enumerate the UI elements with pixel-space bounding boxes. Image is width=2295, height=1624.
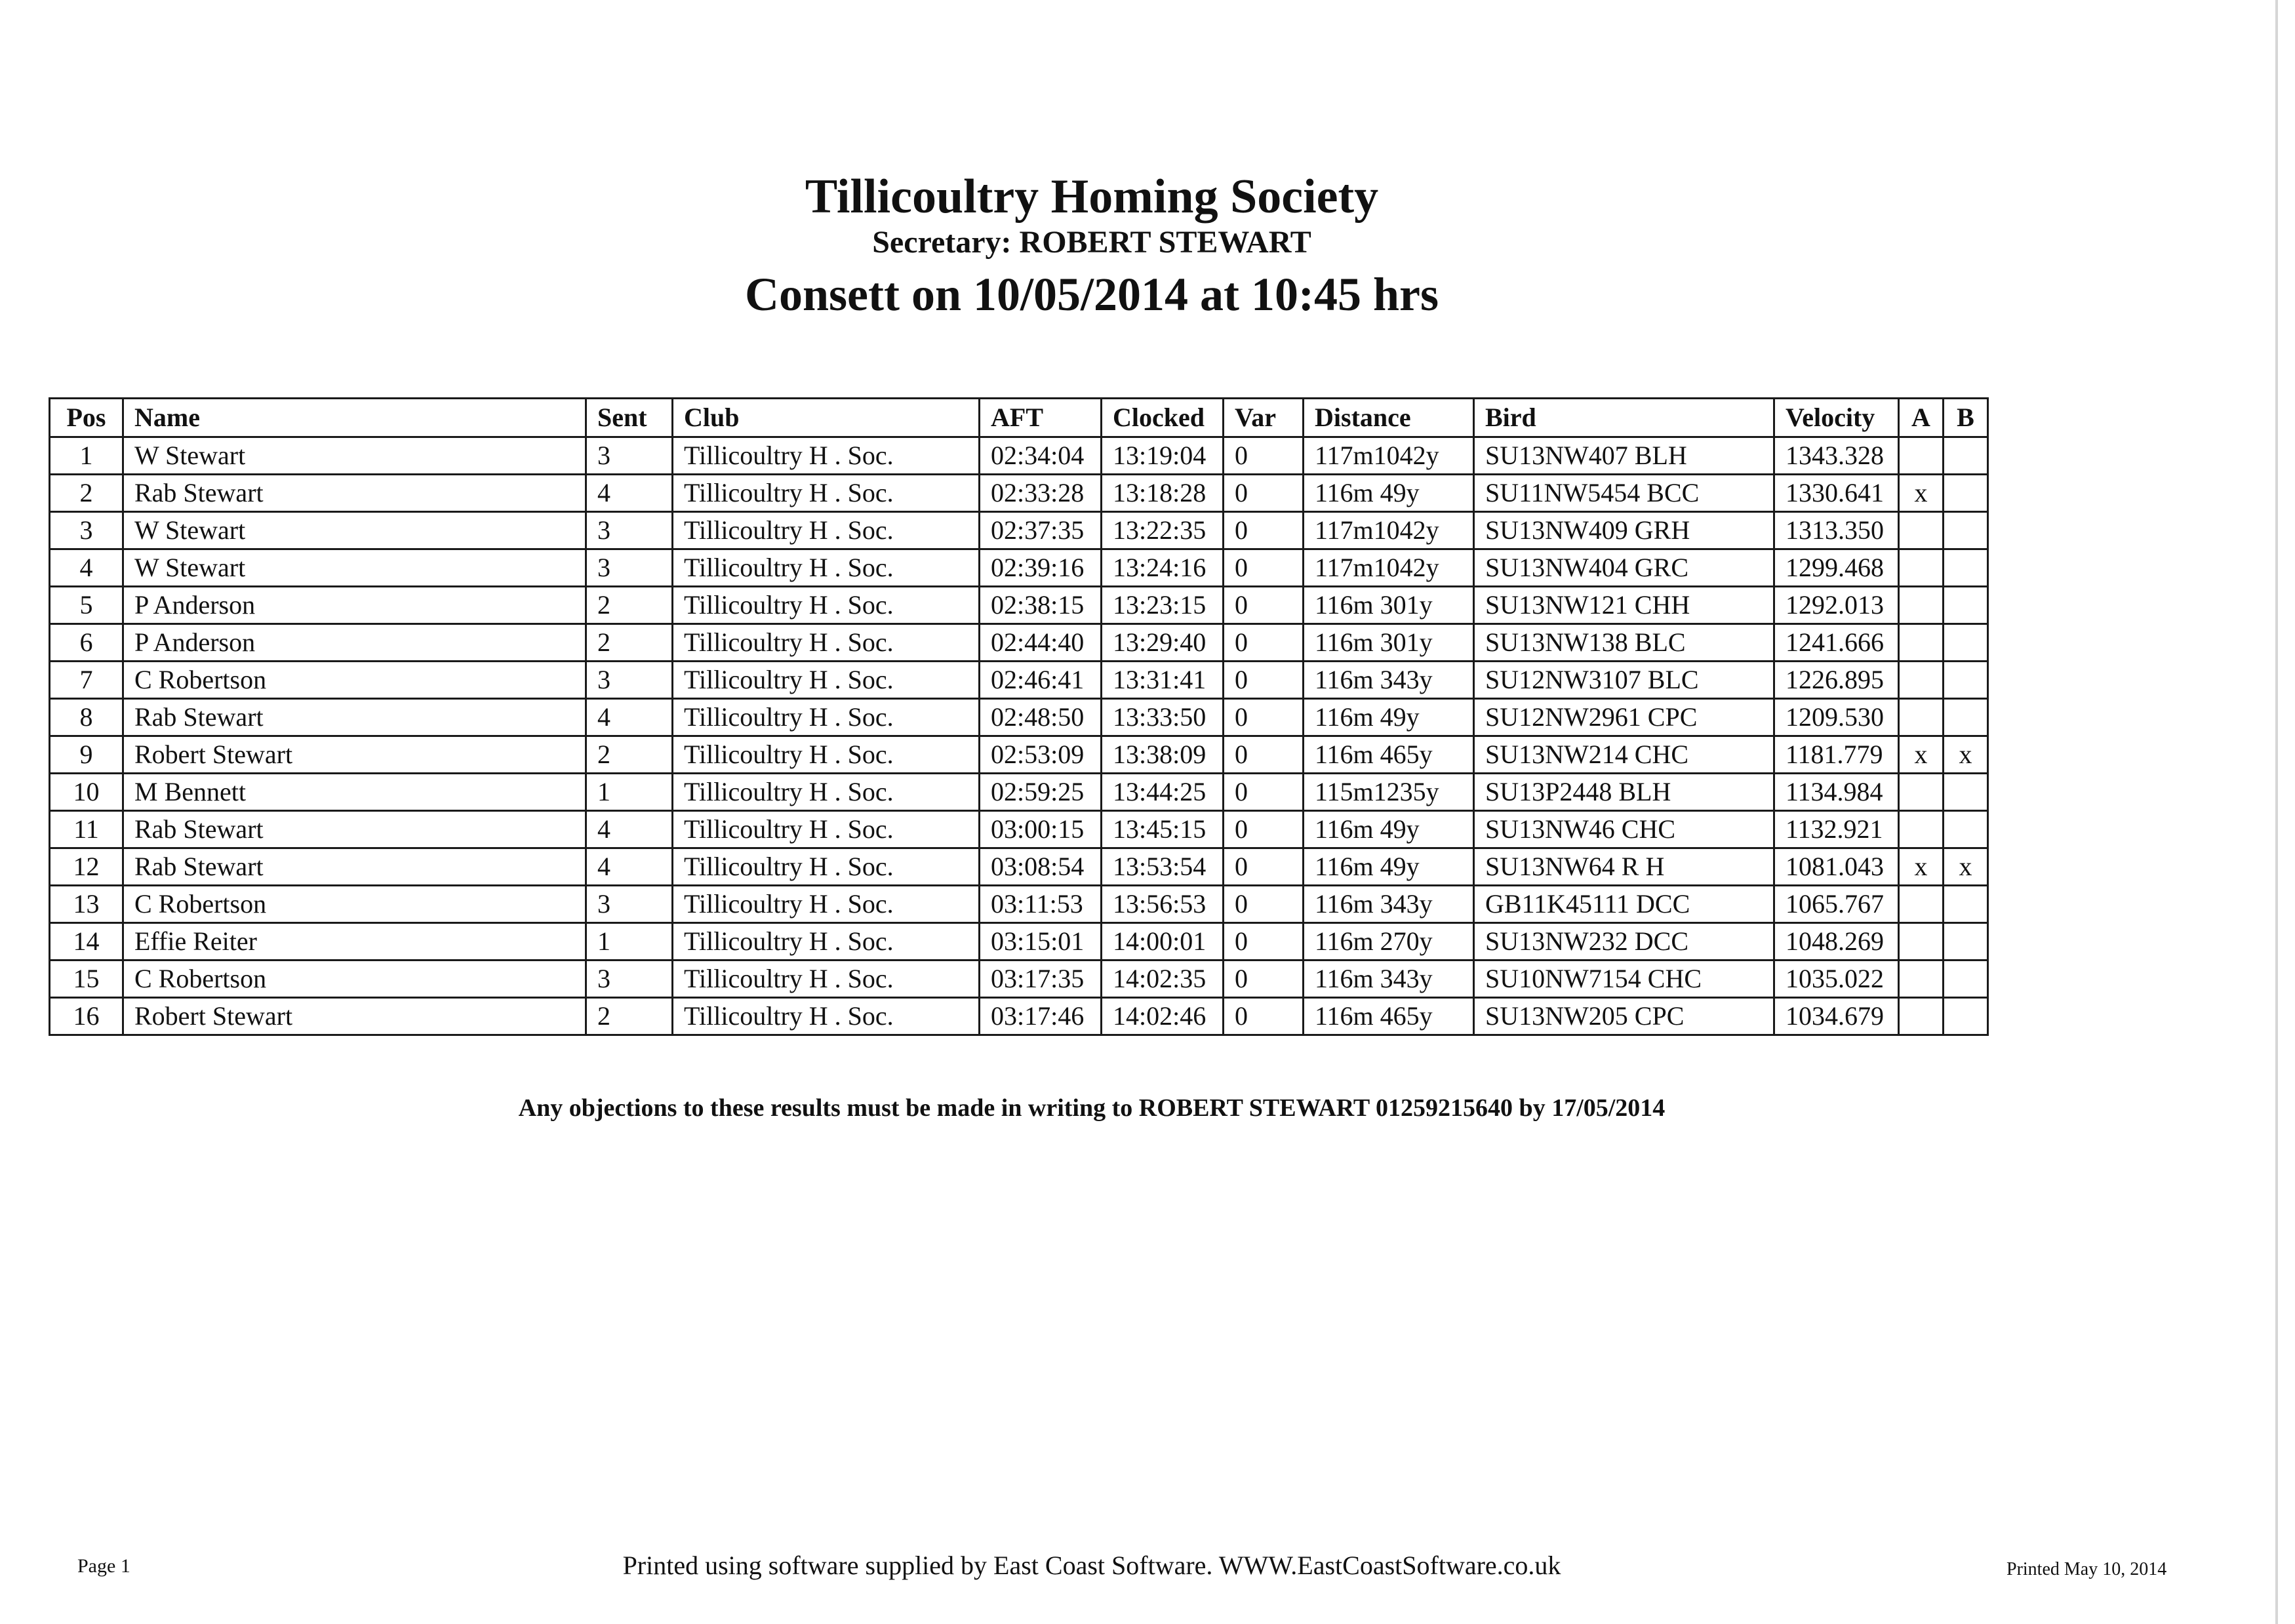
table-row <box>50 736 1988 774</box>
cell-b <box>1944 811 1988 848</box>
col-header-distance: Distance <box>1304 399 1474 437</box>
cell-club: Tillicoultry H . Soc. <box>673 998 980 1035</box>
cell-velocity: 1048.269 <box>1774 923 1899 961</box>
cell-pos: 11 <box>50 811 123 848</box>
cell-a <box>1899 961 1944 998</box>
cell-b: x <box>1944 848 1988 886</box>
cell-b <box>1944 923 1988 961</box>
cell-a: x <box>1899 475 1944 512</box>
cell-pos: 1 <box>50 437 123 475</box>
cell-var: 0 <box>1224 587 1304 624</box>
cell-var: 0 <box>1224 549 1304 587</box>
cell-bird: SU12NW3107 BLC <box>1474 662 1774 699</box>
cell-name: Robert Stewart <box>123 736 586 774</box>
cell-sent: 4 <box>586 475 673 512</box>
cell-name: P Anderson <box>123 587 586 624</box>
cell-distance: 116m 301y <box>1304 587 1474 624</box>
cell-bird: SU13NW138 BLC <box>1474 624 1774 662</box>
cell-a <box>1899 998 1944 1035</box>
cell-velocity: 1343.328 <box>1774 437 1899 475</box>
cell-velocity: 1065.767 <box>1774 886 1899 923</box>
cell-bird: SU13NW205 CPC <box>1474 998 1774 1035</box>
header-row <box>50 399 1988 437</box>
col-header-sent: Sent <box>586 399 673 437</box>
cell-distance: 116m 465y <box>1304 998 1474 1035</box>
cell-var: 0 <box>1224 923 1304 961</box>
cell-clocked: 13:53:54 <box>1102 848 1224 886</box>
page-edge-line <box>2275 0 2278 1624</box>
cell-clocked: 13:38:09 <box>1102 736 1224 774</box>
cell-velocity: 1034.679 <box>1774 998 1899 1035</box>
cell-clocked: 14:02:35 <box>1102 961 1224 998</box>
cell-aft: 02:59:25 <box>980 774 1102 811</box>
cell-aft: 02:53:09 <box>980 736 1102 774</box>
cell-b <box>1944 699 1988 736</box>
table-row <box>50 437 1988 475</box>
cell-clocked: 14:00:01 <box>1102 923 1224 961</box>
cell-aft: 02:46:41 <box>980 662 1102 699</box>
cell-club: Tillicoultry H . Soc. <box>673 699 980 736</box>
cell-aft: 03:08:54 <box>980 848 1102 886</box>
col-header-name: Name <box>123 399 586 437</box>
cell-aft: 02:33:28 <box>980 475 1102 512</box>
cell-pos: 10 <box>50 774 123 811</box>
cell-aft: 03:00:15 <box>980 811 1102 848</box>
cell-name: M Bennett <box>123 774 586 811</box>
cell-distance: 116m 343y <box>1304 662 1474 699</box>
cell-club: Tillicoultry H . Soc. <box>673 587 980 624</box>
cell-pos: 5 <box>50 587 123 624</box>
cell-var: 0 <box>1224 998 1304 1035</box>
cell-clocked: 13:44:25 <box>1102 774 1224 811</box>
cell-club: Tillicoultry H . Soc. <box>673 923 980 961</box>
cell-sent: 3 <box>586 662 673 699</box>
cell-distance: 116m 465y <box>1304 736 1474 774</box>
cell-club: Tillicoultry H . Soc. <box>673 774 980 811</box>
cell-sent: 4 <box>586 811 673 848</box>
cell-name: P Anderson <box>123 624 586 662</box>
cell-sent: 1 <box>586 774 673 811</box>
cell-name: Rab Stewart <box>123 811 586 848</box>
objections-note: Any objections to these results must be made in writing to ROBERT STEWART 01259215640 by 17/05/2014 <box>518 1094 1666 1122</box>
cell-velocity: 1134.984 <box>1774 774 1899 811</box>
cell-club: Tillicoultry H . Soc. <box>673 848 980 886</box>
cell-var: 0 <box>1224 774 1304 811</box>
society-title: Tillicoultry Homing Society <box>805 170 1379 224</box>
cell-clocked: 13:22:35 <box>1102 512 1224 549</box>
cell-distance: 116m 343y <box>1304 961 1474 998</box>
cell-sent: 3 <box>586 512 673 549</box>
cell-velocity: 1299.468 <box>1774 549 1899 587</box>
col-header-pos: Pos <box>50 399 123 437</box>
cell-name: C Robertson <box>123 961 586 998</box>
page-number: Page 1 <box>77 1555 130 1577</box>
table-row <box>50 998 1988 1035</box>
cell-club: Tillicoultry H . Soc. <box>673 736 980 774</box>
cell-club: Tillicoultry H . Soc. <box>673 512 980 549</box>
cell-aft: 02:48:50 <box>980 699 1102 736</box>
cell-clocked: 13:29:40 <box>1102 624 1224 662</box>
cell-pos: 4 <box>50 549 123 587</box>
cell-distance: 116m 49y <box>1304 811 1474 848</box>
cell-a <box>1899 811 1944 848</box>
cell-velocity: 1132.921 <box>1774 811 1899 848</box>
cell-distance: 115m1235y <box>1304 774 1474 811</box>
cell-club: Tillicoultry H . Soc. <box>673 549 980 587</box>
cell-bird: SU13NW64 R H <box>1474 848 1774 886</box>
cell-b <box>1944 662 1988 699</box>
cell-distance: 117m1042y <box>1304 512 1474 549</box>
cell-bird: SU13NW404 GRC <box>1474 549 1774 587</box>
cell-bird: GB11K45111 DCC <box>1474 886 1774 923</box>
cell-var: 0 <box>1224 886 1304 923</box>
cell-a <box>1899 662 1944 699</box>
cell-aft: 02:38:15 <box>980 587 1102 624</box>
cell-pos: 16 <box>50 998 123 1035</box>
cell-var: 0 <box>1224 848 1304 886</box>
cell-aft: 02:44:40 <box>980 624 1102 662</box>
col-header-var: Var <box>1224 399 1304 437</box>
cell-var: 0 <box>1224 699 1304 736</box>
cell-bird: SU13NW407 BLH <box>1474 437 1774 475</box>
cell-distance: 116m 301y <box>1304 624 1474 662</box>
cell-a <box>1899 624 1944 662</box>
cell-aft: 03:11:53 <box>980 886 1102 923</box>
cell-name: Robert Stewart <box>123 998 586 1035</box>
cell-velocity: 1035.022 <box>1774 961 1899 998</box>
cell-distance: 117m1042y <box>1304 437 1474 475</box>
cell-b <box>1944 437 1988 475</box>
cell-a <box>1899 549 1944 587</box>
cell-velocity: 1209.530 <box>1774 699 1899 736</box>
cell-pos: 3 <box>50 512 123 549</box>
cell-aft: 03:15:01 <box>980 923 1102 961</box>
cell-pos: 9 <box>50 736 123 774</box>
cell-pos: 8 <box>50 699 123 736</box>
cell-a <box>1899 587 1944 624</box>
cell-velocity: 1292.013 <box>1774 587 1899 624</box>
cell-pos: 15 <box>50 961 123 998</box>
cell-b <box>1944 587 1988 624</box>
printed-date: Printed May 10, 2014 <box>2006 1559 2167 1579</box>
cell-bird: SU13NW46 CHC <box>1474 811 1774 848</box>
cell-b <box>1944 961 1988 998</box>
col-header-velocity: Velocity <box>1774 399 1899 437</box>
cell-clocked: 13:31:41 <box>1102 662 1224 699</box>
cell-name: Effie Reiter <box>123 923 586 961</box>
cell-pos: 14 <box>50 923 123 961</box>
cell-distance: 116m 49y <box>1304 699 1474 736</box>
cell-club: Tillicoultry H . Soc. <box>673 961 980 998</box>
table-row <box>50 961 1988 998</box>
cell-club: Tillicoultry H . Soc. <box>673 437 980 475</box>
cell-bird: SU12NW2961 CPC <box>1474 699 1774 736</box>
cell-var: 0 <box>1224 475 1304 512</box>
cell-sent: 3 <box>586 961 673 998</box>
table-row <box>50 699 1988 736</box>
cell-pos: 12 <box>50 848 123 886</box>
cell-b <box>1944 886 1988 923</box>
cell-pos: 7 <box>50 662 123 699</box>
cell-bird: SU13NW121 CHH <box>1474 587 1774 624</box>
cell-sent: 3 <box>586 886 673 923</box>
cell-name: W Stewart <box>123 512 586 549</box>
cell-clocked: 14:02:46 <box>1102 998 1224 1035</box>
cell-aft: 03:17:46 <box>980 998 1102 1035</box>
cell-clocked: 13:24:16 <box>1102 549 1224 587</box>
cell-a <box>1899 774 1944 811</box>
cell-clocked: 13:18:28 <box>1102 475 1224 512</box>
col-header-aft: AFT <box>980 399 1102 437</box>
secretary-line: Secretary: ROBERT STEWART <box>872 225 1311 260</box>
cell-distance: 116m 270y <box>1304 923 1474 961</box>
cell-name: W Stewart <box>123 437 586 475</box>
cell-distance: 116m 49y <box>1304 475 1474 512</box>
cell-b <box>1944 512 1988 549</box>
table-row <box>50 587 1988 624</box>
cell-var: 0 <box>1224 662 1304 699</box>
cell-name: C Robertson <box>123 662 586 699</box>
cell-a: x <box>1899 848 1944 886</box>
cell-name: Rab Stewart <box>123 848 586 886</box>
col-header-bird: Bird <box>1474 399 1774 437</box>
cell-sent: 3 <box>586 437 673 475</box>
cell-sent: 4 <box>586 848 673 886</box>
table-row <box>50 848 1988 886</box>
cell-name: C Robertson <box>123 886 586 923</box>
cell-aft: 02:39:16 <box>980 549 1102 587</box>
cell-var: 0 <box>1224 961 1304 998</box>
cell-sent: 2 <box>586 998 673 1035</box>
cell-b <box>1944 475 1988 512</box>
cell-clocked: 13:23:15 <box>1102 587 1224 624</box>
cell-club: Tillicoultry H . Soc. <box>673 886 980 923</box>
cell-b <box>1944 549 1988 587</box>
cell-pos: 2 <box>50 475 123 512</box>
cell-pos: 13 <box>50 886 123 923</box>
cell-sent: 2 <box>586 624 673 662</box>
cell-aft: 02:34:04 <box>980 437 1102 475</box>
cell-bird: SU10NW7154 CHC <box>1474 961 1774 998</box>
cell-name: W Stewart <box>123 549 586 587</box>
cell-bird: SU13NW214 CHC <box>1474 736 1774 774</box>
cell-a: x <box>1899 736 1944 774</box>
cell-var: 0 <box>1224 736 1304 774</box>
cell-a <box>1899 437 1944 475</box>
cell-a <box>1899 512 1944 549</box>
cell-sent: 2 <box>586 736 673 774</box>
cell-distance: 117m1042y <box>1304 549 1474 587</box>
cell-a <box>1899 923 1944 961</box>
cell-velocity: 1330.641 <box>1774 475 1899 512</box>
cell-a <box>1899 699 1944 736</box>
cell-b <box>1944 998 1988 1035</box>
cell-var: 0 <box>1224 512 1304 549</box>
table-row <box>50 475 1988 512</box>
cell-velocity: 1226.895 <box>1774 662 1899 699</box>
table-row <box>50 811 1988 848</box>
table-row <box>50 624 1988 662</box>
cell-bird: SU13P2448 BLH <box>1474 774 1774 811</box>
cell-var: 0 <box>1224 811 1304 848</box>
table-row <box>50 662 1988 699</box>
cell-sent: 1 <box>586 923 673 961</box>
cell-clocked: 13:56:53 <box>1102 886 1224 923</box>
cell-sent: 2 <box>586 587 673 624</box>
cell-name: Rab Stewart <box>123 475 586 512</box>
cell-bird: SU13NW409 GRH <box>1474 512 1774 549</box>
col-header-a: A <box>1899 399 1944 437</box>
cell-velocity: 1313.350 <box>1774 512 1899 549</box>
cell-clocked: 13:45:15 <box>1102 811 1224 848</box>
results-body <box>50 437 1988 1035</box>
cell-sent: 3 <box>586 549 673 587</box>
table-row <box>50 512 1988 549</box>
table-row <box>50 886 1988 923</box>
cell-velocity: 1181.779 <box>1774 736 1899 774</box>
cell-club: Tillicoultry H . Soc. <box>673 624 980 662</box>
cell-distance: 116m 49y <box>1304 848 1474 886</box>
results-table <box>49 397 1989 1036</box>
cell-b: x <box>1944 736 1988 774</box>
cell-b <box>1944 624 1988 662</box>
cell-bird: SU11NW5454 BCC <box>1474 475 1774 512</box>
cell-bird: SU13NW232 DCC <box>1474 923 1774 961</box>
cell-var: 0 <box>1224 624 1304 662</box>
cell-velocity: 1081.043 <box>1774 848 1899 886</box>
col-header-club: Club <box>673 399 980 437</box>
table-row <box>50 549 1988 587</box>
cell-sent: 4 <box>586 699 673 736</box>
cell-velocity: 1241.666 <box>1774 624 1899 662</box>
cell-b <box>1944 774 1988 811</box>
race-title: Consett on 10/05/2014 at 10:45 hrs <box>745 268 1439 321</box>
cell-var: 0 <box>1224 437 1304 475</box>
cell-club: Tillicoultry H . Soc. <box>673 475 980 512</box>
table-row <box>50 923 1988 961</box>
cell-club: Tillicoultry H . Soc. <box>673 811 980 848</box>
cell-distance: 116m 343y <box>1304 886 1474 923</box>
table-row <box>50 774 1988 811</box>
cell-clocked: 13:19:04 <box>1102 437 1224 475</box>
col-header-clocked: Clocked <box>1102 399 1224 437</box>
cell-clocked: 13:33:50 <box>1102 699 1224 736</box>
cell-club: Tillicoultry H . Soc. <box>673 662 980 699</box>
cell-aft: 02:37:35 <box>980 512 1102 549</box>
cell-name: Rab Stewart <box>123 699 586 736</box>
software-credit: Printed using software supplied by East Coast Software. WWW.EastCoastSoftware.co.uk <box>622 1551 1561 1580</box>
cell-a <box>1899 886 1944 923</box>
col-header-b: B <box>1944 399 1988 437</box>
cell-pos: 6 <box>50 624 123 662</box>
cell-aft: 03:17:35 <box>980 961 1102 998</box>
